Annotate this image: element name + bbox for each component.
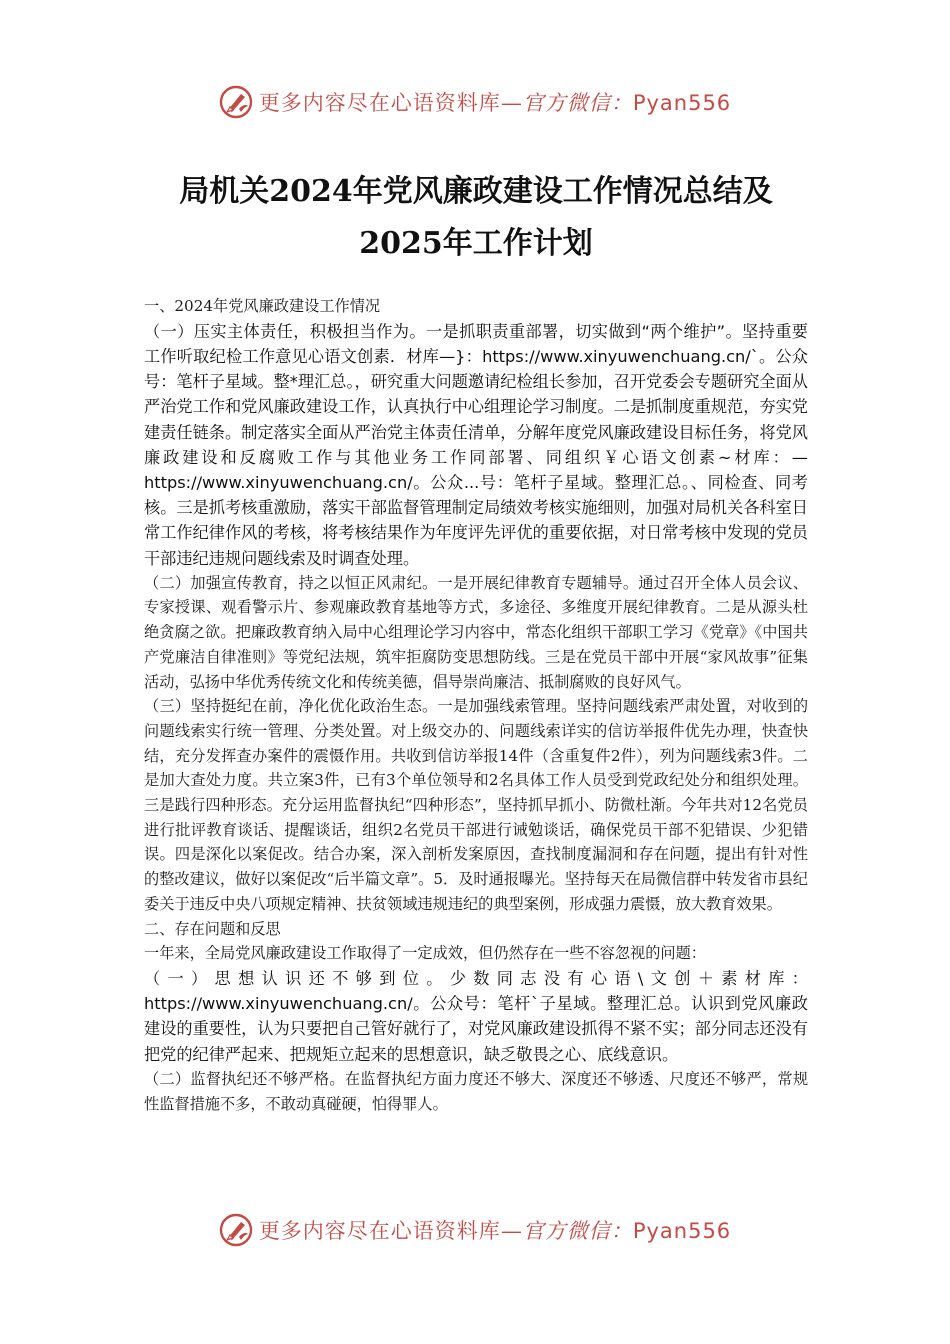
watermark-wechat-id: Pyan556 (632, 1219, 732, 1243)
watermark-separator: — (500, 1219, 523, 1243)
header-watermark-banner (0, 80, 950, 124)
watermark-main: 更多内容尽在心语资料库 (258, 1219, 501, 1243)
pen-leaf-logo-icon (219, 85, 253, 119)
watermark-colon: ： (610, 91, 633, 115)
paragraph: （三）坚持挺纪在前，净化优化政治生态。一是加强线索管理。坚持问题线索严肃处置，对收到的问题线索实行统一管理、分类处置。对上级交办的、问题线索详实的信访举报件优先办理，快查快结，充分发挥查办案件的震慑作用。共收到信访举报14件（含重复件2件），列为问题线索3件。二是加大查处力度。共立案3件，已有3个单位领导和2名具体工作人员受到党政纪处分和组织处理。三是践行四种形态。充分运用监督执纪“四种形态”，坚持抓早抓小、防微杜渐。今年共对12名党员进行批评教育谈话、提醒谈话，组织2名党员干部进行诫勉谈话，确保党员干部不犯错误、少犯错误。四是深化以案促改。结合办案，深入剖析发案原因，查找制度漏洞和存在问题，提出有针对性的整改建议，做好以案促改“后半篇文章”。5．及时通报曝光。坚持每天在局微信群中转发省市县纪委关于违反中央八项规定精神、扶贫领域违规违纪的典型案例，形成强力震慑，放大教育效果。 (144, 697, 808, 913)
document-body (144, 294, 808, 1116)
document-title: 局机关2024年党风廉政建设工作情况总结及2025年工作计划 (179, 174, 773, 262)
paragraph: 一年来，全局党风廉政建设工作取得了一定成效，但仍然存在一些不容忽视的问题： (144, 944, 706, 963)
section-heading: 二、存在问题和反思 (144, 919, 281, 938)
watermark-text (259, 1215, 731, 1245)
watermark-wechat-id: Pyan556 (632, 91, 732, 115)
paragraph: （一）压实主体责任，积极担当作为。一是抓职责重部署，切实做到“两个维护”。坚持重要工作听取纪检工作意见心语文创素．材库—}：https://www.xinyuwenchuang.cn/`。公众号：笔杆子星域。整*理汇总。，研究重大问题邀请纪检组长参加，召开党委会专题研究全面从严治党工作和党风廉政建设工作，认真执行中心组理论学习制度。二是抓制度重规范，夯实党建责任链条。制定落实全面从严治党主体责任清单，分解年度党风廉政建设目标任务，将党风廉政建设和反腐败工作与其他业务工作同部署、同组织￥心语文创素~材库：—https://www.xinyuwenchuang.cn/。公众...号：笔杆子星域。整理汇总。、同检查、同考核。三是抓考核重激励，落实干部监督管理制定局绩效考核实施细则，加强对局机关各科室日常工作纪律作风的考核，将考核结果作为年度评先评优的重要依据，对日常考核中发现的党员干部违纪违规问题线索及时调查处理。 (144, 321, 808, 568)
watermark-separator: — (500, 91, 523, 115)
watermark-official: 官方微信 (522, 1219, 611, 1243)
pen-leaf-logo-icon (219, 1213, 253, 1247)
paragraph: （一）思想认识还不够到位。少数同志没有心语\文创＋素材库：https://www.xinyuwenchuang.cn/。公众号：笔杆`子星域。整理汇总。认识到党风廉政建设的重要性，认为只要把自己管好就行了，对党风廉政建设抓得不紧不实；部分同志还没有把党的纪律严起来、把规矩立起来的思想意识，缺乏敬畏之心、底线意识。 (144, 968, 808, 1064)
footer-watermark-banner (0, 1208, 950, 1252)
paragraph: （二）加强宣传教育，持之以恒正风肃纪。一是开展纪律教育专题辅导。通过召开全体人员会议、专家授课、观看警示片、参观廉政教育基地等方式，多途径、多维度开展纪律教育。二是从源头杜绝贪腐之欲。把廉政教育纳入局中心组理论学习内容中，常态化组织干部职工学习《党章》《中国共产党廉洁自律准则》等党纪法规，筑牢拒腐防变思想防线。三是在党员干部中开展“家风故事”征集活动，弘扬中华优秀传统文化和传统美德，倡导崇尚廉洁、抵制腐败的良好风气。 (144, 573, 808, 691)
watermark-official: 官方微信 (522, 91, 611, 115)
section-heading: 一、2024年党风廉政建设工作情况 (144, 297, 381, 315)
watermark-text (259, 87, 731, 117)
watermark-colon: ： (610, 1219, 633, 1243)
paragraph: （二）监督执纪还不够严格。在监督执纪方面力度还不够大、深度还不够透、尺度还不够严，常规性监督措施不多，不敢动真碰硬，怕得罪人。 (144, 1069, 808, 1113)
watermark-main: 更多内容尽在心语资料库 (258, 91, 501, 115)
